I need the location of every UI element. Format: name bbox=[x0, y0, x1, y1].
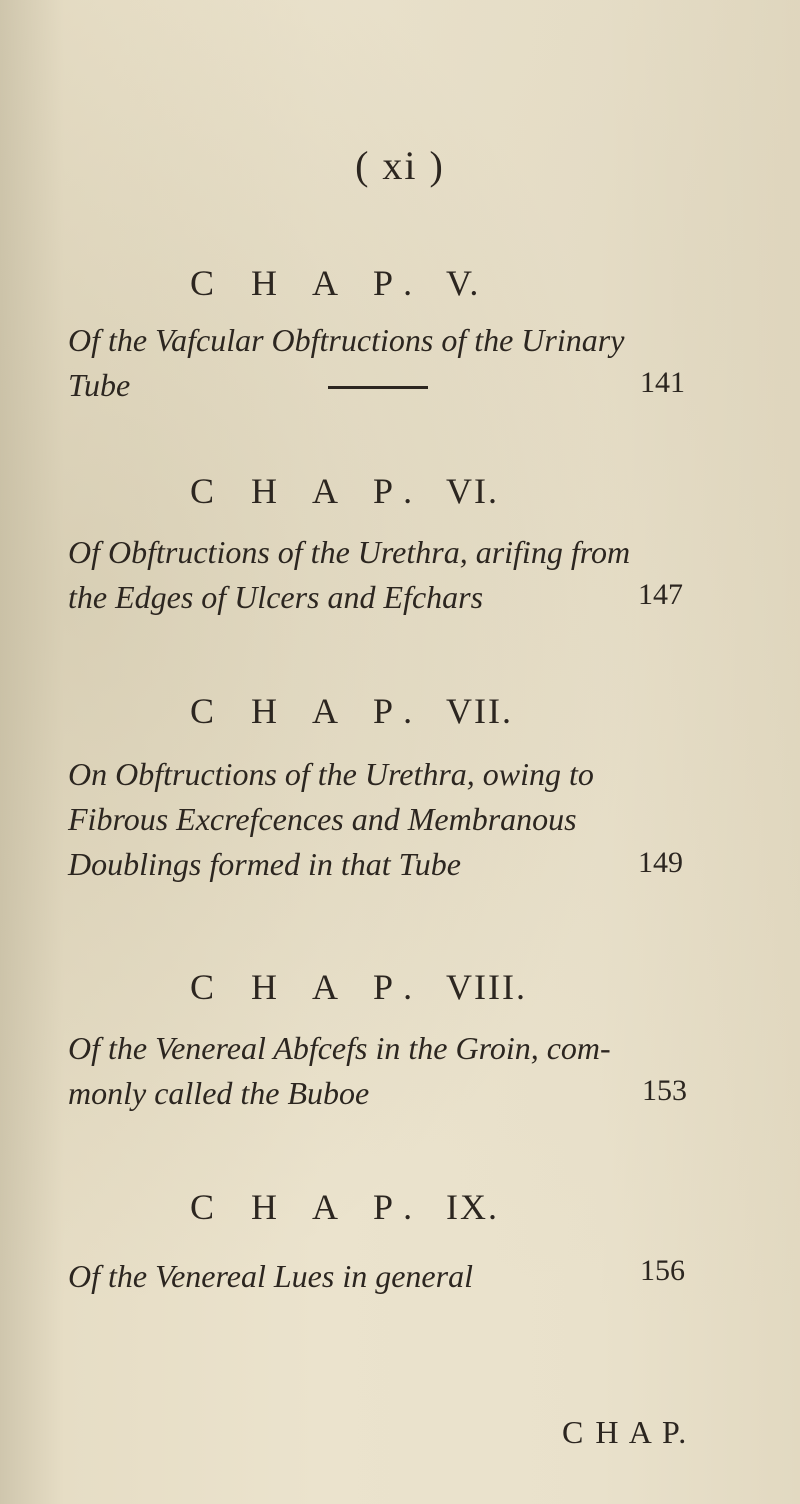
chapter-label: C H A P. bbox=[190, 967, 427, 1007]
chapter-title-line: Of the Venereal Lues in general bbox=[68, 1258, 473, 1294]
chapter-numeral: VIII. bbox=[446, 967, 527, 1007]
chapter-label: C H A P. bbox=[190, 263, 427, 303]
chapter-title-line: Doublings formed in that Tube bbox=[68, 846, 461, 882]
chapter-label: C H A P. bbox=[190, 691, 427, 731]
chapter-heading bbox=[190, 966, 690, 1008]
chapter-title-line: On Obftructions of the Urethra, owing to bbox=[68, 756, 594, 792]
chapter-heading bbox=[190, 470, 690, 512]
chapter-numeral: VII. bbox=[446, 691, 513, 731]
page-header: ( xi ) bbox=[355, 143, 445, 188]
catchword: C H A P. bbox=[562, 1414, 689, 1450]
chapter-title-line: the Edges of Ulcers and Efchars bbox=[68, 579, 484, 615]
page-number: 149 bbox=[638, 846, 683, 879]
chapter-heading bbox=[190, 690, 690, 732]
chapter-title bbox=[68, 752, 708, 887]
leader-rule bbox=[328, 386, 428, 389]
chapter-label: C H A P. bbox=[190, 1187, 427, 1227]
chapter-heading bbox=[190, 1186, 690, 1228]
chapter-title-line: Of the Venereal Abfcefs in the Groin, com- bbox=[68, 1030, 611, 1066]
chapter-numeral: VI. bbox=[446, 471, 499, 511]
chapter-title bbox=[68, 318, 708, 408]
chapter-title-line: monly called the Buboe bbox=[68, 1075, 370, 1111]
page-number: 141 bbox=[640, 366, 685, 399]
chapter-title-line: Of the Vafcular Obftructions of the Urinary bbox=[68, 322, 625, 358]
chapter-title-line: Of Obftructions of the Urethra, arifing from bbox=[68, 534, 631, 570]
chapter-title bbox=[68, 530, 708, 620]
chapter-title bbox=[68, 1026, 708, 1116]
chapter-label: C H A P. bbox=[190, 471, 427, 511]
chapter-title bbox=[68, 1254, 708, 1299]
page-number: 147 bbox=[638, 578, 683, 611]
chapter-numeral: V. bbox=[446, 263, 481, 303]
chapter-numeral: IX. bbox=[446, 1187, 499, 1227]
page-number: 156 bbox=[640, 1254, 685, 1287]
chapter-title-line: Tube bbox=[68, 367, 131, 403]
page-number: 153 bbox=[642, 1074, 687, 1107]
chapter-title-line: Fibrous Excrefcences and Membranous bbox=[68, 801, 577, 837]
chapter-heading bbox=[190, 262, 690, 304]
